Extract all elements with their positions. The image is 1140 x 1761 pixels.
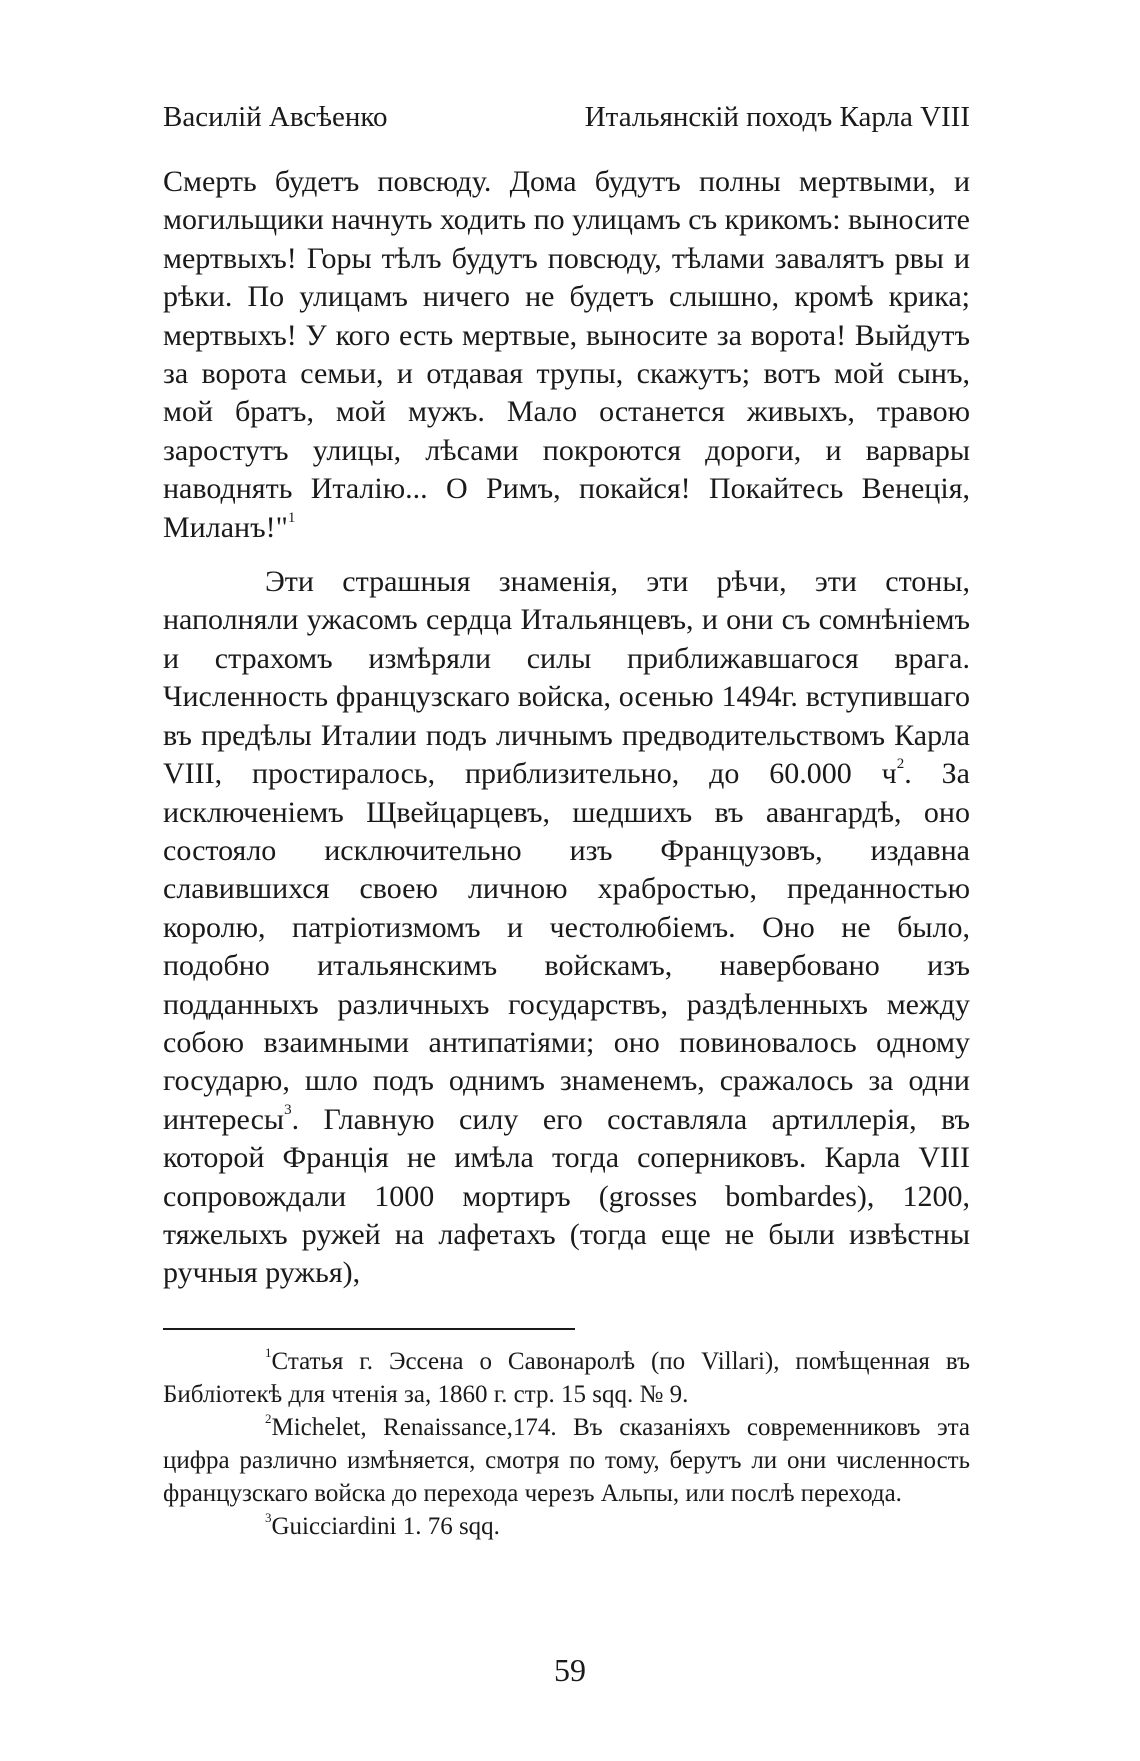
paragraph-army-text-2: . За исключеніемъ Щвейцарцевъ, шедшихъ въ авангардѣ, оно состояло исключительно изъ Французовъ, издавна славившихся своею личною храбростью, преданностью королю, патріотизмомъ и честолюбіемъ. Оно не было, подобно итальянскимъ войскамъ, навербовано изъ подданныхъ различныхъ государствъ, раздѣленныхъ между собою взаимными антипатіями; оно повиновалось одному государю, шло подъ однимъ знаменемъ, сражалось за одни интересы: [163, 757, 970, 1136]
footnote-number: 3: [265, 1509, 272, 1525]
paragraph-army: [163, 563, 970, 1293]
paragraph-quote: [163, 163, 970, 547]
footnote-text: Статья г. Эссена о Савонаролѣ (по Villari), помѣщенная въ Библіотекѣ для чтенія за, 1860 г. стр. 15 sqq. № 9.: [163, 1348, 970, 1408]
running-head-author: Василій Авсѣенко: [163, 101, 388, 133]
footnote-item: [163, 1411, 970, 1510]
paragraph-army-text-1: Эти страшныя знаменія, эти рѣчи, эти стоны, наполняли ужасомъ сердца Итальянцевъ, и они съ сомнѣніемъ и страхомъ измѣряли силы приближавшагося врага. Численность французскаго войска, осенью 1494г. вступившаго въ предѣлы Италии подъ личнымъ предводительствомъ Карла VIII, простиралось, приблизительно, до 60.000 ч: [163, 565, 970, 791]
footnote-item: [163, 1510, 970, 1543]
footnote-number: 2: [265, 1410, 272, 1426]
running-head-title: Итальянскій походъ Карла VIII: [584, 101, 970, 133]
footnote-divider: [163, 1328, 575, 1330]
paragraph-army-text-3: . Главную силу его составляла артиллерія, въ которой Франція не имѣла тогда соперниковъ. Карла VIII сопровождали 1000 мортиръ (grosses bombardes), 1200, тяжелыхъ ружей на лафетахъ (тогда еще не были извѣстны ручныя ружья),: [163, 1102, 970, 1290]
footnote-ref-1: 1: [287, 509, 296, 526]
paragraph-quote-text: Смерть будетъ повсюду. Дома будутъ полны мертвыми, и могильщики начнуть ходить по улицамъ съ крикомъ: выносите мертвыхъ! Горы тѣлъ будутъ повсюду, тѣлами завалятъ рвы и рѣки. По улицамъ ничего не будетъ слышно, кромѣ крика; мертвыхъ! У кого есть мертвые, выносите за ворота! Выйдутъ за ворота семьи, и отдавая трупы, скажутъ; вотъ мой сынъ, мой братъ, мой мужъ. Мало останется живыхъ, травою заростутъ улицы, лѣсами покроются дороги, и варвары наводнять Италію... О Римъ, покайся! Покайтесь Венеція, Миланъ!": [163, 165, 970, 544]
footnote-ref-3: 3: [284, 1101, 292, 1118]
footnotes: [163, 1345, 970, 1543]
page-number: 59: [554, 1652, 586, 1688]
main-text: [163, 163, 970, 1293]
footnote-text: Guicciardini 1. 76 sqq.: [271, 1513, 500, 1540]
footnote-ref-2: 2: [896, 756, 905, 773]
footnote-text: Michelet, Renaissance,174. Въ сказаніяхъ современниковъ эта цифра различно измѣняется, смотря по тому, берутъ ли они численность французскаго войска до перехода черезъ Альпы, или послѣ перехода.: [163, 1414, 970, 1507]
running-head: [163, 98, 970, 136]
footnote-item: [163, 1345, 970, 1411]
footnote-number: 1: [265, 1344, 272, 1360]
